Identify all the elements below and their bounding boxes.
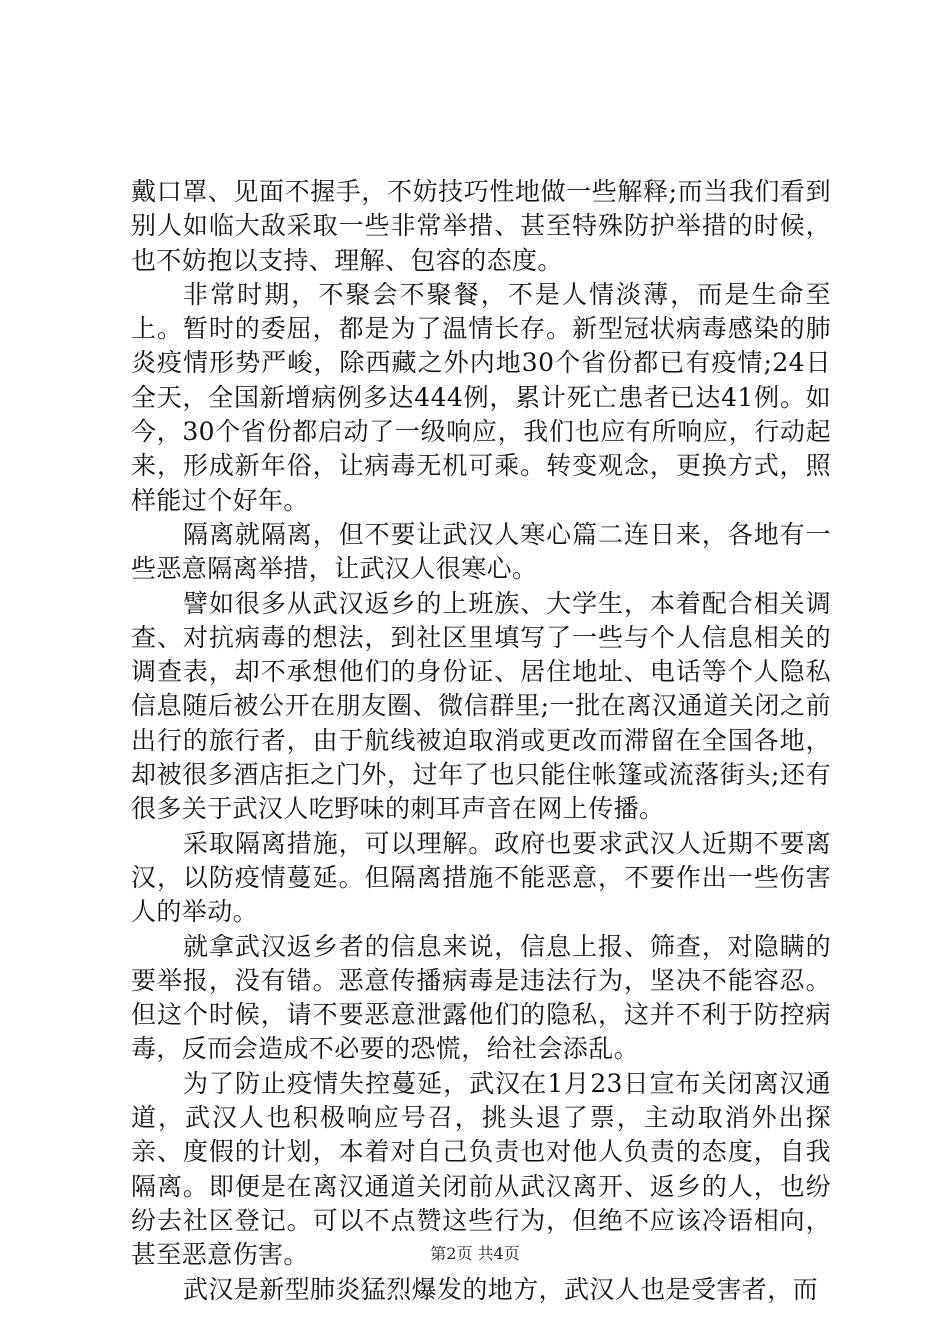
paragraph: 为了防止疫情失控蔓延，武汉在1月23日宣布关闭离汉通道，武汉人也积极响应号召，挑头退了票，主动取消外出探亲、度假的计划，本着对自己负责也对他人负责的态度，自我隔离。即便是在离汉通道关闭前从武汉离开、返乡的人，也纷纷去社区登记。可以不点赞这些行为，但绝不应该冷语相向，甚至恶意伤害。 <box>131 1068 831 1270</box>
paragraph: 采取隔离措施，可以理解。政府也要求武汉人近期不要离汉，以防疫情蔓延。但隔离措施不能恶意，不要作出一些伤害人的举动。 <box>131 828 831 927</box>
body-text <box>131 175 831 1307</box>
paragraph: 戴口罩、见面不握手，不妨技巧性地做一些解释;而当我们看到别人如临大敌采取一些非常举措、甚至特殊防护举措的时候，也不妨抱以支持、理解、包容的态度。 <box>131 177 831 275</box>
page-number-footer: 第2页 共4页 <box>430 1244 520 1263</box>
paragraph: 武汉是新型肺炎猛烈爆发的地方，武汉人也是受害者，而 <box>183 1274 819 1304</box>
paragraph: 隔离就隔离，但不要让武汉人寒心篇二连日来，各地有一些恶意隔离举措，让武汉人很寒心。 <box>131 519 831 584</box>
paragraph: 非常时期，不聚会不聚餐，不是人情淡薄，而是生命至上。暂时的委屈，都是为了温情长存。新型冠状病毒感染的肺炎疫情形势严峻，除西藏之外内地30个省份都已有疫情;24日全天，全国新增病例多达444例，累计死亡患者已达41例。如今，30个省份都启动了一级响应，我们也应有所响应，行动起来，形成新年俗，让病毒无机可乘。转变观念，更换方式，照样能过个好年。 <box>131 279 831 515</box>
paragraph: 譬如很多从武汉返乡的上班族、大学生，本着配合相关调查、对抗病毒的想法，到社区里填写了一些与个人信息相关的调查表，却不承想他们的身份证、居住地址、电话等个人隐私信息随后被公开在朋友圈、微信群里;一批在离汉通道关闭之前出行的旅行者，由于航线被迫取消或更改而滞留在全国各地，却被很多酒店拒之门外，过年了也只能住帐篷或流落街头;还有很多关于武汉人吃野味的刺耳声音在网上传播。 <box>131 588 831 824</box>
paragraph: 就拿武汉返乡者的信息来说，信息上报、筛查，对隐瞒的要举报，没有错。恶意传播病毒是违法行为，坚决不能容忍。但这个时候，请不要恶意泄露他们的隐私，这并不利于防控病毒，反而会造成不必要的恐慌，给社会添乱。 <box>131 931 831 1064</box>
